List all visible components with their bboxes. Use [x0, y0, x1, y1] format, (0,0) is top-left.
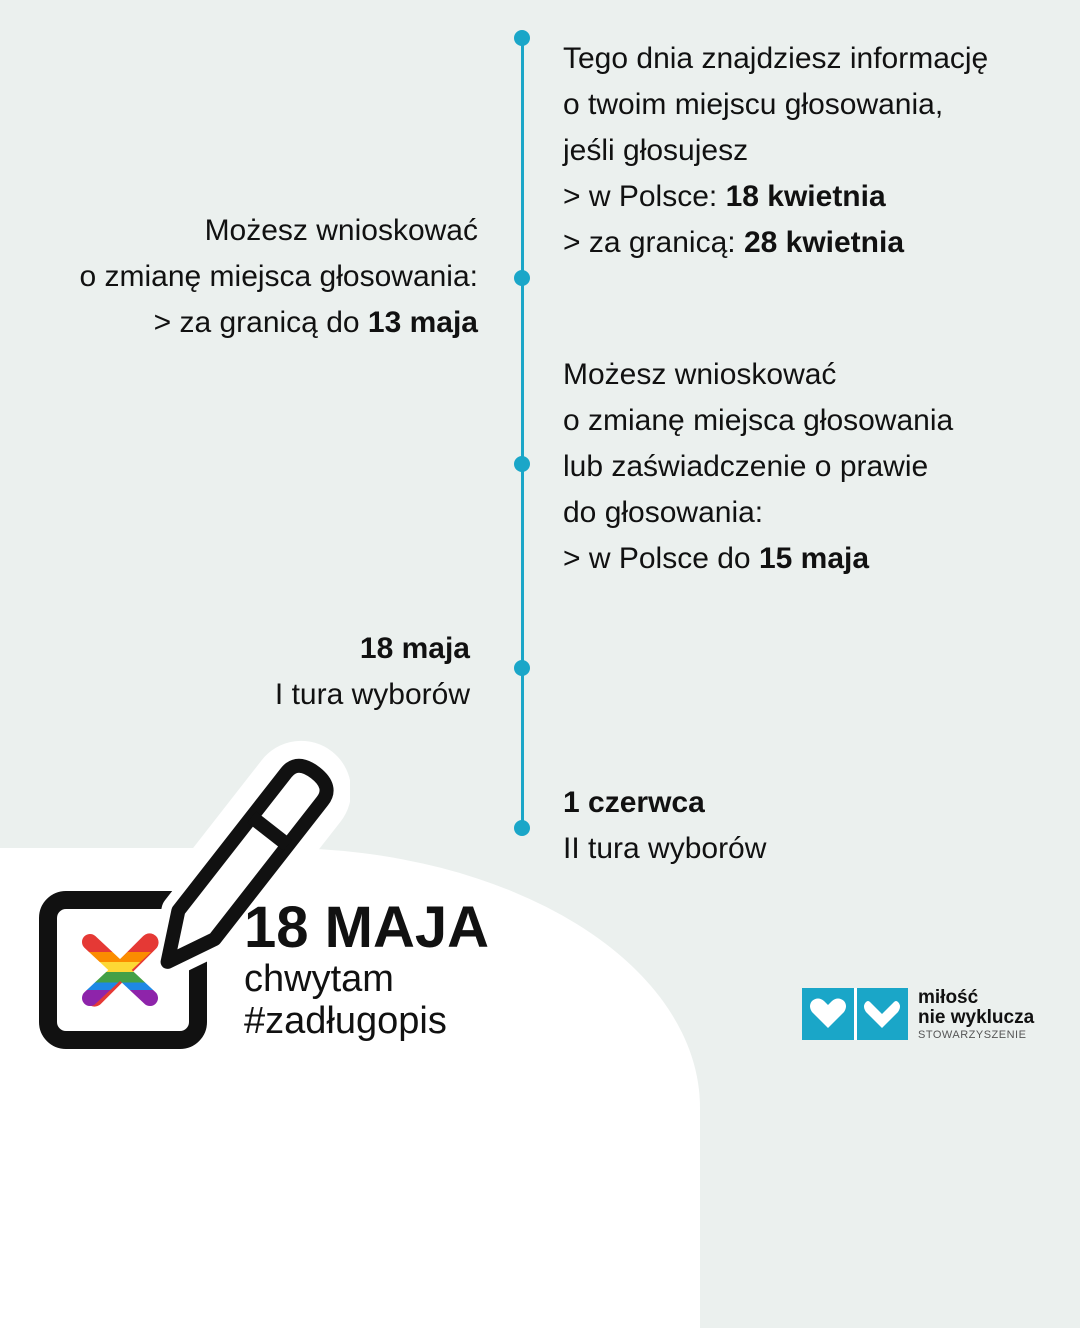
hearts-logo-icon [802, 988, 908, 1040]
badge-line: chwytam [244, 958, 394, 1000]
logo-line: miłość [918, 987, 979, 1008]
event-line: o twoim miejscu głosowania, [563, 88, 944, 121]
event-line: Tego dnia znajdziesz informację [563, 42, 989, 75]
badge-title: 18 MAJA [244, 895, 489, 960]
timeline-dot [514, 30, 530, 46]
event-line: II tura wyborów [563, 832, 767, 865]
timeline-dot [514, 270, 530, 286]
event-line: o zmianę miejsca głosowania: [79, 260, 478, 293]
event-line: lub zaświadczenie o prawie [563, 450, 929, 483]
timeline-event-info [563, 36, 988, 266]
event-date: 1 czerwca [563, 786, 705, 819]
event-line [563, 780, 766, 826]
event-date: 18 kwietnia [725, 180, 886, 213]
logo-line: nie wyklucza [918, 1007, 1035, 1028]
timeline-line [521, 38, 524, 830]
event-prefix: > w Polsce: [563, 180, 726, 213]
timeline-event-abroad-change [79, 208, 478, 346]
event-prefix: > za granicą: [563, 226, 744, 259]
timeline-dot [514, 456, 530, 472]
event-prefix: > w Polsce do [563, 542, 759, 575]
event-line [79, 300, 478, 346]
timeline-dot [514, 660, 530, 676]
logo-subtitle: STOWARZYSZENIE [918, 1029, 1027, 1041]
event-line: do głosowania: [563, 496, 764, 529]
event-line: Możesz wnioskować [204, 214, 478, 247]
event-line: jeśli głosujesz [563, 134, 749, 167]
event-date: 28 kwietnia [743, 226, 905, 259]
event-line: Możesz wnioskować [563, 358, 837, 391]
event-line [563, 220, 988, 266]
event-line [563, 536, 953, 582]
timeline-dot [514, 820, 530, 836]
event-date: 15 maja [758, 542, 870, 575]
logo-text [918, 988, 1034, 1042]
event-date: 13 maja [367, 306, 478, 339]
timeline-event-second-round [563, 780, 766, 872]
timeline-event-first-round [275, 626, 470, 718]
event-line: I tura wyborów [274, 678, 470, 711]
event-line [275, 626, 470, 672]
event-line: o zmianę miejsca głosowania [563, 404, 954, 437]
badge-hashtag: #zadługopis [244, 1000, 447, 1042]
timeline-event-poland-change [563, 352, 953, 582]
event-prefix: > za granicą do [153, 306, 368, 339]
event-date: 18 maja [359, 632, 470, 665]
event-line [563, 174, 988, 220]
